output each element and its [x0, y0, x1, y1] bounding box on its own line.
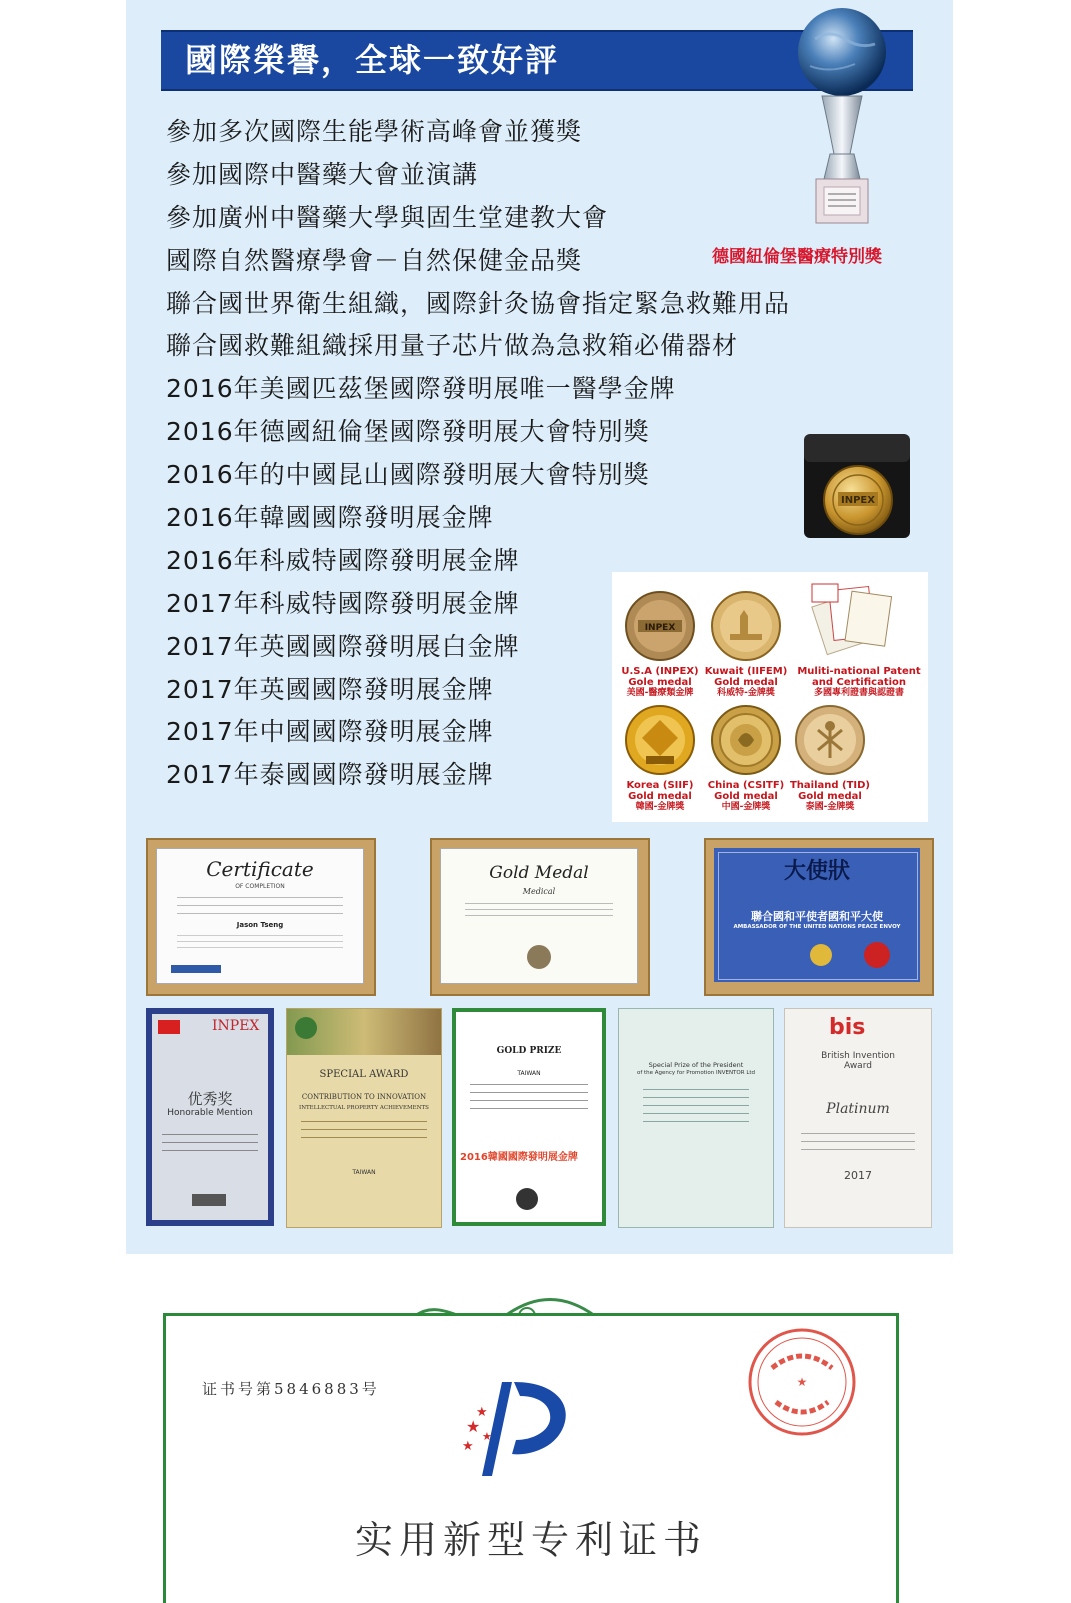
patent-number: 证书号第5846883号 [202, 1380, 380, 1398]
certificate-subtitle: of the Agency for Promotion INVENTOR Ltd [636, 1070, 756, 1076]
medal-icon [710, 704, 782, 776]
list-item: 參加國際中醫藥大會並演講 [166, 159, 479, 189]
list-item: 參加廣州中醫藥大學與固生堂建教大會 [166, 202, 609, 232]
certificate-title: Special Prize of the President [648, 1061, 744, 1069]
certificate-title: GOLD PRIZE [496, 1046, 562, 1056]
list-item: 2017年泰國國際發明展金牌 [166, 760, 494, 790]
svg-text:★: ★ [476, 1405, 488, 1420]
svg-text:★: ★ [466, 1417, 481, 1436]
certificate-subtitle: OF COMPLETION [235, 883, 285, 890]
svg-text:★: ★ [462, 1439, 474, 1454]
medal-label: Korea (SIIF) Gold medal 韓國-金牌獎 [626, 780, 694, 812]
certificate-subtitle: 聯合國和平使者國和平大使 [751, 910, 883, 923]
list-item: 2017年英國國際發明展金牌 [166, 674, 494, 704]
official-seal [746, 1326, 858, 1438]
medal-label: Kuwait (IIFEM) Gold medal 科威特-金牌獎 [704, 666, 788, 698]
list-item: 2017年科威特國際發明展金牌 [166, 588, 520, 618]
certificate-overlay: 2016韓國國際發明展金牌 [460, 1152, 578, 1163]
list-item: 國際自然醫療學會－自然保健金品獎 [166, 245, 583, 275]
medal-label: China (CSITF) Gold medal 中國-金牌獎 [707, 780, 785, 812]
medal-box-text: INPEX [841, 495, 875, 506]
certificate-footer: TAIWAN [517, 1070, 541, 1077]
svg-text:★: ★ [482, 1430, 492, 1443]
medal-case-image [802, 432, 912, 542]
certificate-title: British Invention Award [821, 1051, 895, 1071]
certificate-logo: bis [829, 1015, 866, 1040]
certificate [146, 1008, 274, 1226]
banner-title: 國際榮譽，全球一致好評 [185, 41, 560, 79]
list-item: 聯合國世界衛生組織，國際針灸協會指定緊急救難用品 [166, 288, 791, 318]
list-item: 2016年美國匹茲堡國際發明展唯一醫學金牌 [166, 374, 676, 404]
certificate-subtitle-2: INTELLECTUAL PROPERTY ACHIEVEMENTS [299, 1105, 429, 1111]
medal-icon [710, 590, 782, 662]
certificate-title: 优秀奖 [187, 1090, 233, 1108]
certificate-year: 2017 [844, 1169, 872, 1182]
certificate-footer: TAIWAN [352, 1169, 376, 1176]
certificate-title: Gold Medal [489, 863, 589, 883]
list-item: 2016年德國紐倫堡國際發明展大會特別獎 [166, 417, 650, 447]
award-caption: 德國紐倫堡醫療特別獎 [712, 247, 882, 267]
certificate-frame [146, 838, 376, 996]
certificate-subtitle: Medical [522, 887, 556, 896]
list-item: 2016年韓國國際發明展金牌 [166, 503, 494, 533]
certificate-title: SPECIAL AWARD [319, 1069, 409, 1080]
certificate-subtitle: Honorable Mention [167, 1108, 253, 1118]
list-item: 2017年英國國際發明展白金牌 [166, 631, 520, 661]
certificate-frame [704, 838, 934, 996]
list-item: 聯合國救難組織採用量子芯片做為急救箱必備器材 [166, 331, 739, 361]
certificate-logo: INPEX [212, 1018, 260, 1034]
certificate-frame [430, 838, 650, 996]
certificate [784, 1008, 932, 1228]
list-item: 2016年科威特國際發明展金牌 [166, 545, 520, 575]
patent-title: 实用新型专利证书 [354, 1518, 707, 1562]
patent-logo-icon [462, 1376, 582, 1482]
medal-label: Muliti-national Patent and Certification 多國專利證書與認證書 [797, 666, 921, 698]
certificate [618, 1008, 774, 1228]
medal-icon [624, 590, 696, 662]
medal-icon [624, 704, 696, 776]
list-item: 2016年的中國昆山國際發明展大會特別獎 [166, 460, 650, 490]
certificate [452, 1008, 606, 1226]
svg-text:INPEX: INPEX [644, 623, 676, 633]
certificate-subtitle: Platinum [826, 1101, 890, 1117]
certificate-name: Jason Tseng [236, 921, 284, 929]
medal-label: U.S.A (INPEX) Gole medal 美國-醫療類金牌 [621, 666, 699, 698]
list-item: 2017年中國國際發明展金牌 [166, 717, 494, 747]
medal-label: Thailand (TID) Gold medal 泰國-金牌獎 [789, 780, 871, 812]
certificate-title: Certificate [206, 857, 314, 881]
certificate-subtitle: CONTRIBUTION TO INNOVATION [301, 1093, 427, 1101]
svg-text:★: ★ [796, 1375, 808, 1389]
medal-icon [794, 704, 866, 776]
patent-certificate [163, 1313, 899, 1603]
certificate-en: AMBASSADOR OF THE UNITED NATIONS PEACE ENVOY [733, 924, 901, 930]
certificate [286, 1008, 442, 1228]
certificate-title: 大使狀 [783, 858, 850, 884]
list-item: 參加多次國際生能學術高峰會並獲獎 [166, 117, 583, 146]
medals-panel [612, 572, 928, 822]
certificates-icon [808, 576, 904, 664]
